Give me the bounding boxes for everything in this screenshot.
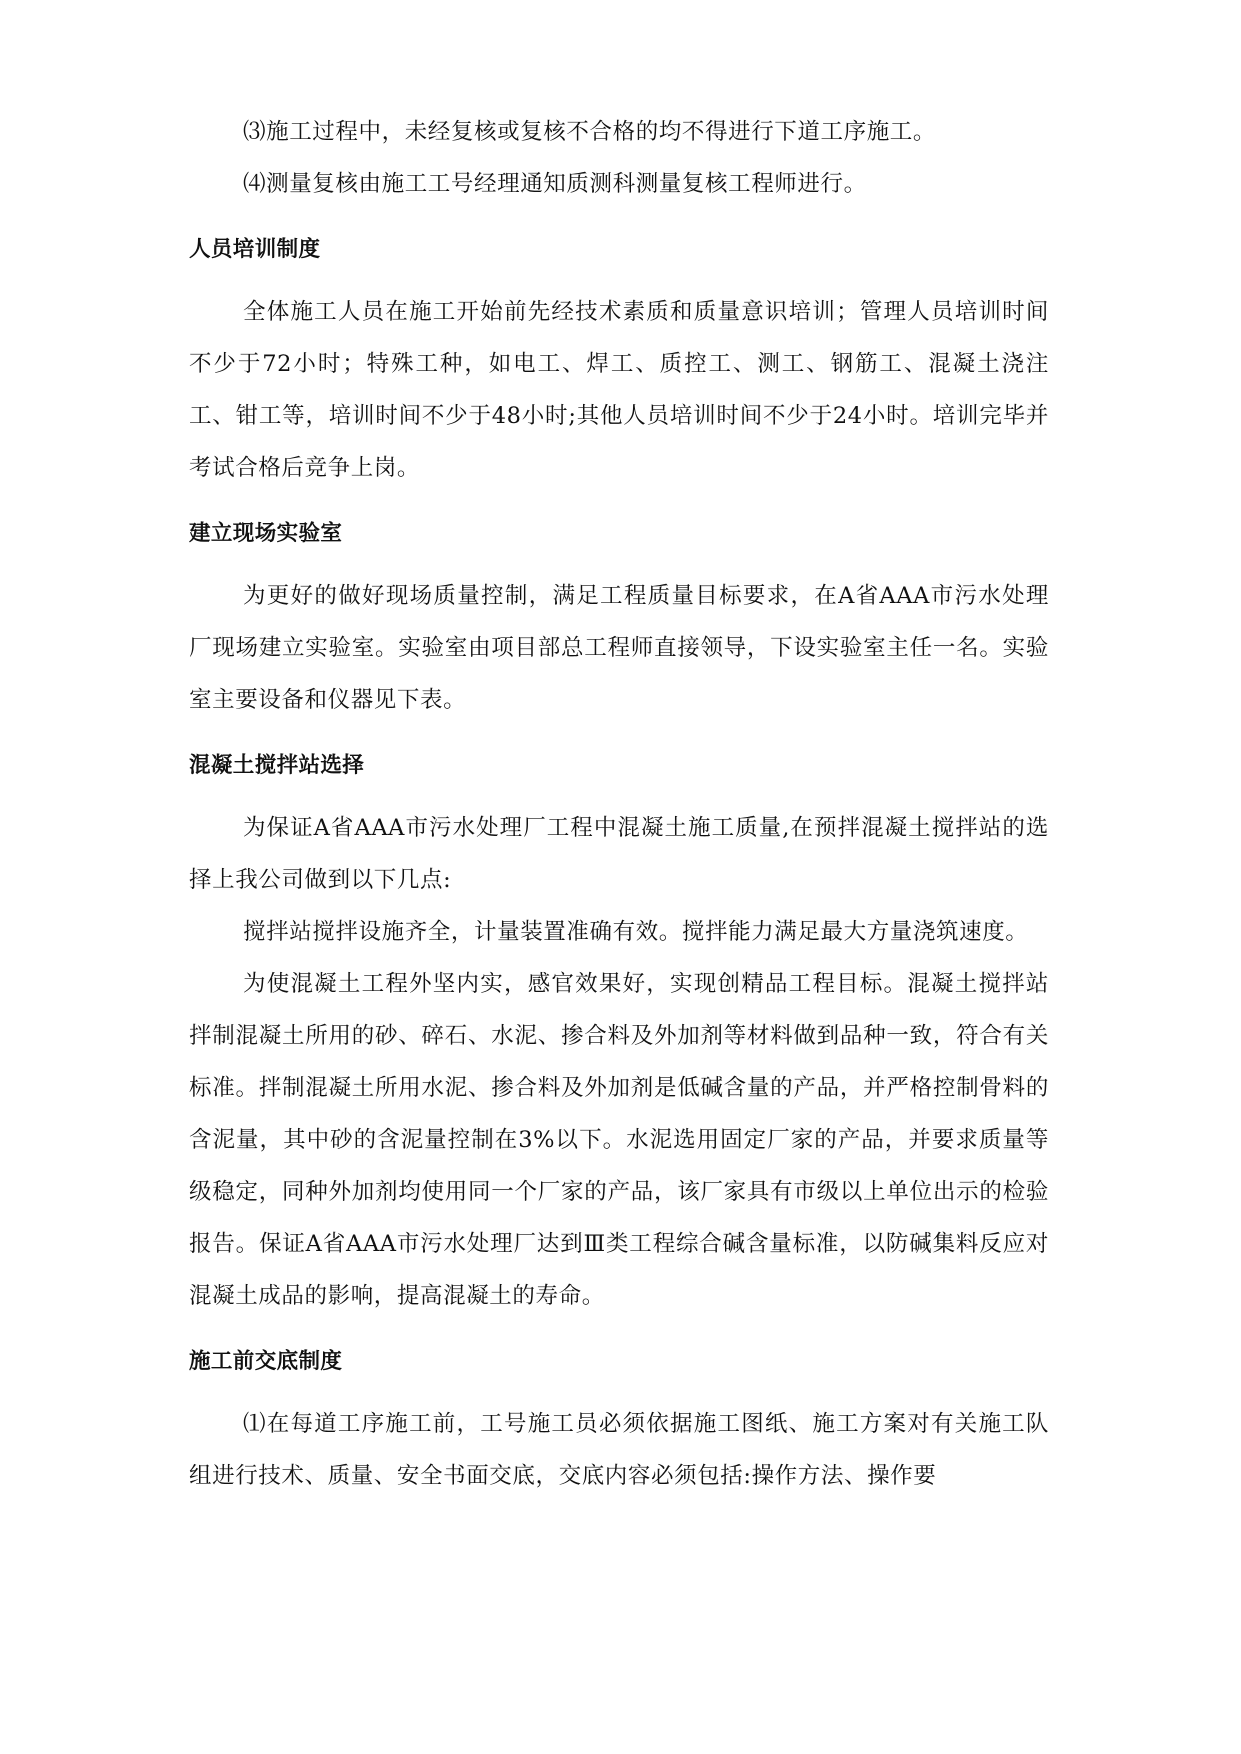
paragraph-mixing-station-2: 搅拌站搅拌设施齐全，计量装置准确有效。搅拌能力满足最大方量浇筑速度。 xyxy=(243,919,1029,945)
document-body xyxy=(189,106,1049,1502)
section-heading-mixing-station: 混凝土搅拌站选择 xyxy=(189,753,365,778)
paragraph-pre-construction-briefing: ⑴在每道工序施工前，工号施工员必须依据施工图纸、施工方案对有关施工队组进行技术、质量、安全书面交底，交底内容必须包括:操作方法、操作要 xyxy=(189,1411,1049,1489)
paragraph-mixing-station-3: 为使混凝土工程外坚内实，感官效果好，实现创精品工程目标。混凝土搅拌站拌制混凝土所用的砂、碎石、水泥、掺合料及外加剂等材料做到品种一致，符合有关标准。拌制混凝土所用水泥、掺合料及外加剂是低碱含量的产品，并严格控制骨料的含泥量，其中砂的含泥量控制在3%以下。水泥选用固定厂家的产品，并要求质量等级稳定，同种外加剂均使用同一个厂家的产品，该厂家具有市级以上单位出示的检验报告。保证A省AAA市污水处理厂达到Ⅲ类工程综合碱含量标准，以防碱集料反应对混凝土成品的影响，提高混凝土的寿命。 xyxy=(189,971,1049,1309)
intro-item-4: ⑷测量复核由施工工号经理通知质测科测量复核工程师进行。 xyxy=(243,171,867,197)
section-heading-onsite-lab: 建立现场实验室 xyxy=(189,521,343,546)
section-heading-pre-construction-briefing: 施工前交底制度 xyxy=(189,1349,343,1374)
paragraph-onsite-lab: 为更好的做好现场质量控制，满足工程质量目标要求，在A省AAA市污水处理厂现场建立实验室。实验室由项目部总工程师直接领导，下设实验室主任一名。实验室主要设备和仪器见下表。 xyxy=(189,583,1049,713)
paragraph-mixing-station-1: 为保证A省AAA市污水处理厂工程中混凝土施工质量,在预拌混凝土搅拌站的选择上我公司做到以下几点: xyxy=(189,815,1049,893)
intro-item-3: ⑶施工过程中，未经复核或复核不合格的均不得进行下道工序施工。 xyxy=(243,119,937,145)
section-heading-personnel-training: 人员培训制度 xyxy=(189,237,321,262)
paragraph-personnel-training: 全体施工人员在施工开始前先经技术素质和质量意识培训；管理人员培训时间不少于72小时；特殊工种，如电工、焊工、质控工、测工、钢筋工、混凝土浇注工、钳工等，培训时间不少于48小时;其他人员培训时间不少于24小时。培训完毕并考试合格后竞争上岗。 xyxy=(189,299,1049,481)
